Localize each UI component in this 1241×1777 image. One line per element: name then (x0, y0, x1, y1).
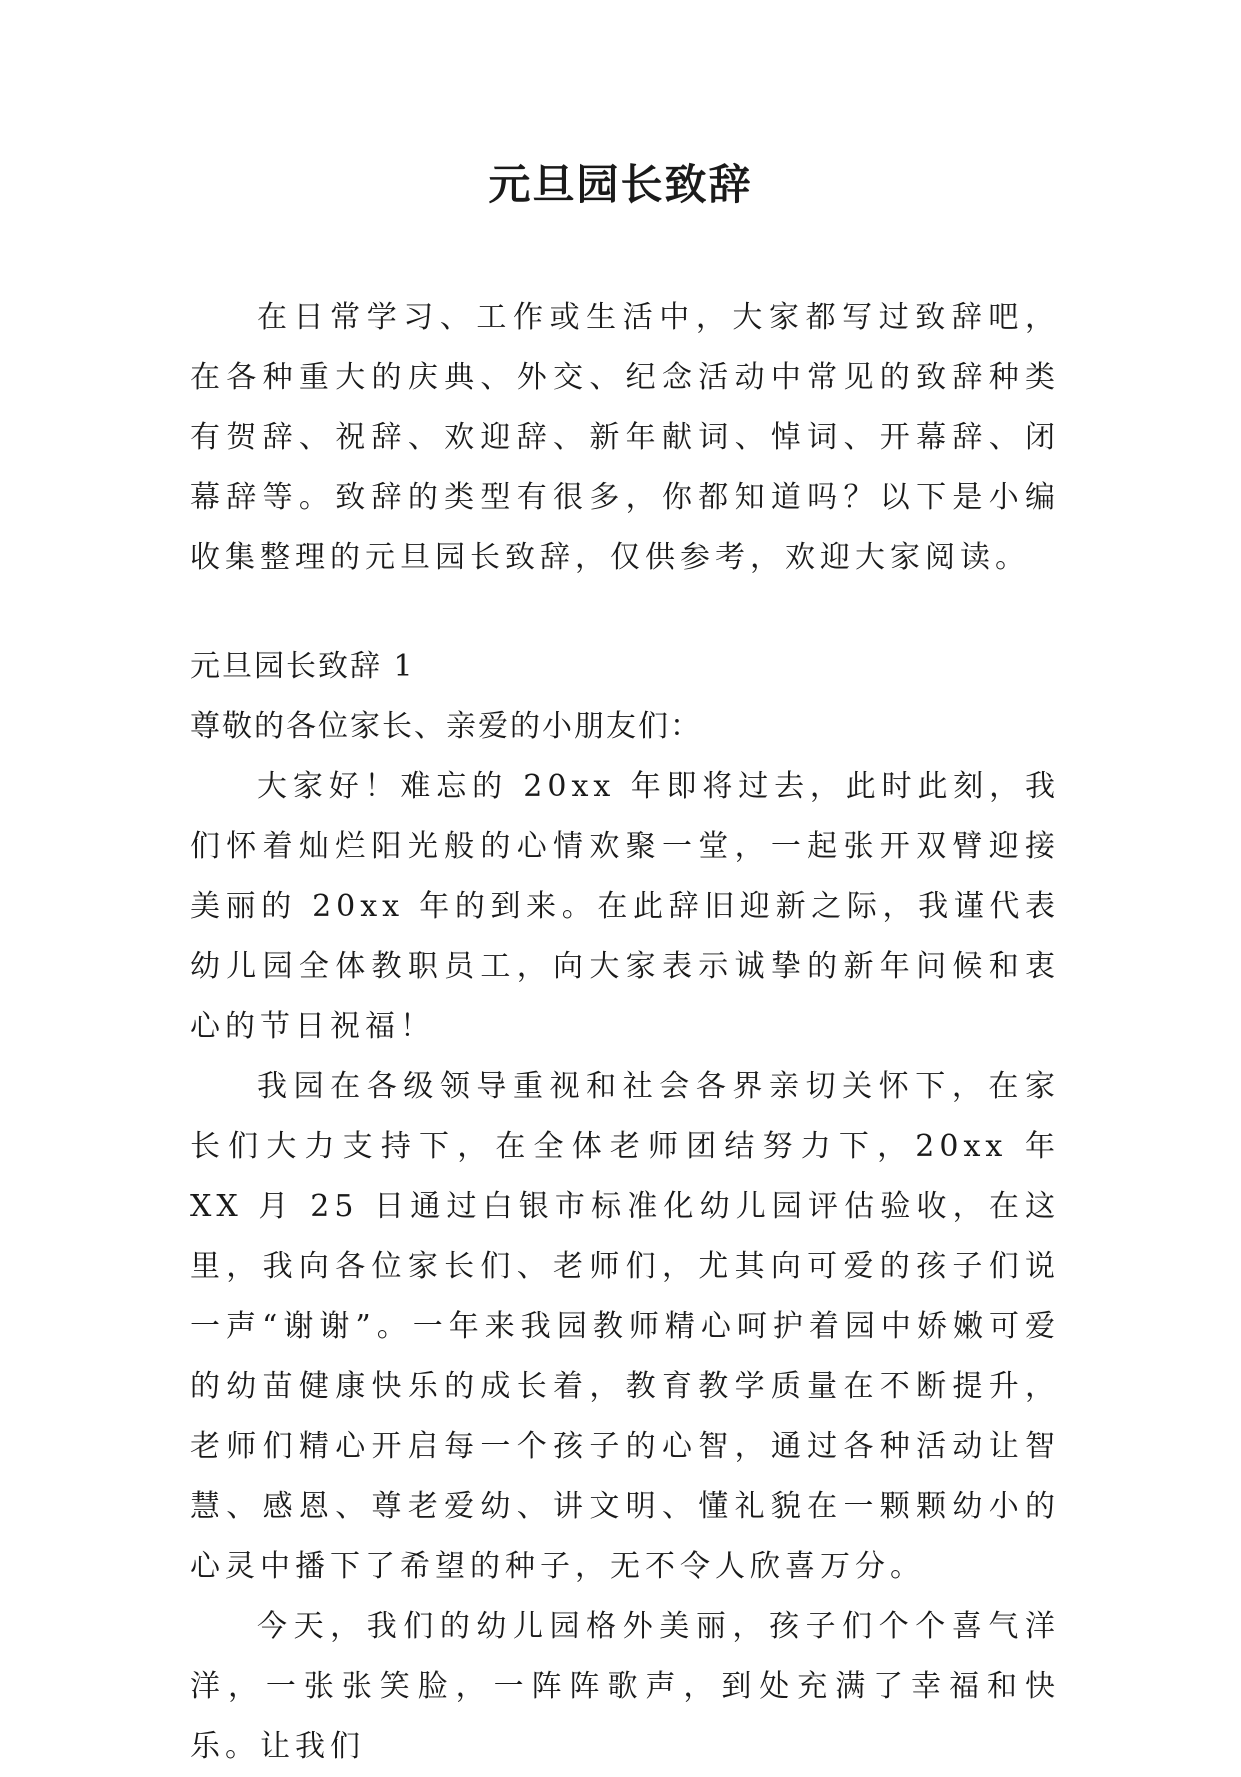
speech-section (190, 637, 1060, 1777)
body-paragraph-2: 我园在各级领导重视和社会各界亲切关怀下，在家长们大力支持下，在全体老师团结努力下，20xx 年 XX 月 25 日通过白银市标准化幼儿园评估验收，在这里，我向各位家长们、老师们，尤其向可爱的孩子们说一声“谢谢”。一年来我园教师精心呵护着园中娇嫩可爱的幼苗健康快乐的成长着，教育教学质量在不断提升，老师们精心开启每一个孩子的心智，通过各种活动让智慧、感恩、尊老爱幼、讲文明、懂礼貌在一颗颗幼小的心灵中播下了希望的种子，无不令人欣喜万分。 (190, 1069, 1060, 1584)
intro-block (190, 288, 1060, 588)
intro-paragraph: 在日常学习、工作或生活中，大家都写过致辞吧，在各种重大的庆典、外交、纪念活动中常见的致辞种类有贺辞、祝辞、欢迎辞、新年献词、悼词、开幕辞、闭幕辞等。致辞的类型有很多，你都知道吗？以下是小编收集整理的元旦园长致辞，仅供参考，欢迎大家阅读。 (190, 300, 1060, 575)
salutation: 尊敬的各位家长、亲爱的小朋友们： (190, 709, 702, 744)
document-title: 元旦园长致辞 (488, 160, 753, 209)
body-paragraph-3: 今天，我们的幼儿园格外美丽，孩子们个个喜气洋洋，一张张笑脸，一阵阵歌声，到处充满了幸福和快乐。让我们 (190, 1609, 1060, 1764)
body-paragraph-1: 大家好！难忘的 20xx 年即将过去，此时此刻，我们怀着灿烂阳光般的心情欢聚一堂，一起张开双臂迎接美丽的 20xx 年的到来。在此辞旧迎新之际，我谨代表幼儿园全体教职员工，向大家表示诚挚的新年问候和衷心的节日祝福！ (190, 769, 1060, 1044)
section-heading: 元旦园长致辞 1 (190, 649, 415, 684)
